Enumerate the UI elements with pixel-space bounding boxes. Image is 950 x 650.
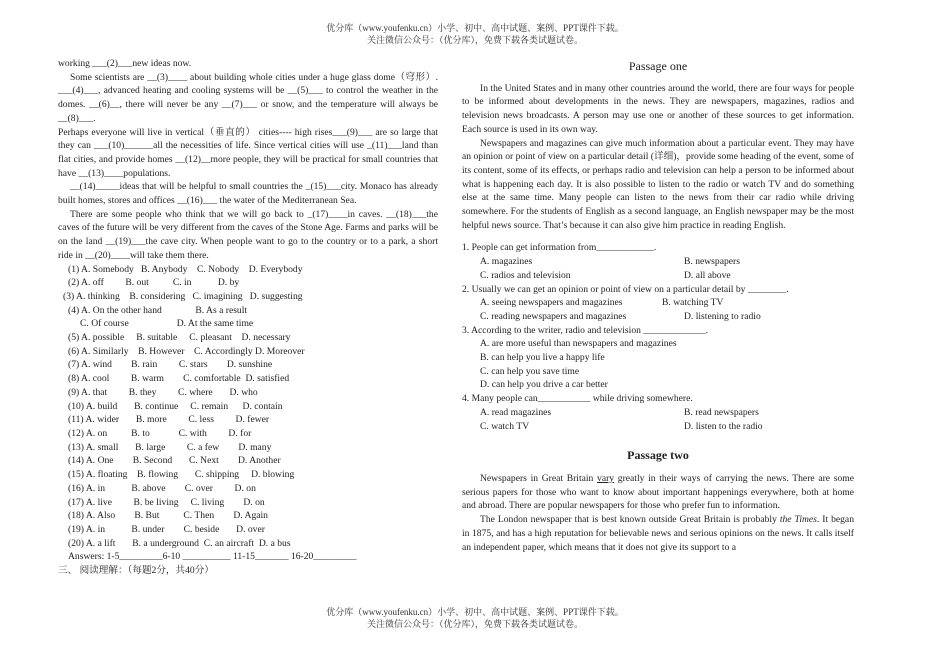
option-b: B. newspapers: [684, 256, 740, 268]
option-line: (17) A. live B. be living C. living D. on: [68, 496, 265, 508]
passage-one-paragraph: In the United States and in many other countries around the world, there are four ways for people to be informed about developments in the news. They are newspapers, magazines, radios and television news broadcasts. A person may use one or another of these sources to get information. Each source is used in its own way.: [462, 82, 854, 135]
text-run: greatly in their ways of carrying the news. There are some serious papers for those who want to know about important happenings everywhere, both at home and abroad. There are popular newspapers for those who prefer fun to information.: [462, 472, 854, 512]
passage-two-paragraph: [462, 513, 854, 554]
question-2: [462, 283, 854, 324]
option-line: (15) A. floating B. flowing C. shipping D. blowing: [68, 469, 295, 481]
question-stem: 2. Usually we can get an opinion or point of view on a particular detail by ________.: [462, 283, 789, 295]
answers-line: Answers: 1-5_________6-10 __________ 11-15_______ 16-20_________: [68, 551, 357, 563]
option-c: C. watch TV: [480, 420, 530, 432]
passage-one-title: Passage one: [628, 59, 688, 73]
left-column: [58, 57, 438, 578]
question-1: [462, 241, 854, 282]
option-line: (1) A. Somebody B. Anybody C. Nobody D. Everybody: [68, 263, 303, 275]
option-d: D. all above: [684, 269, 731, 281]
option-line: (11) A. wider B. more C. less D. fewer: [68, 414, 270, 426]
text-run: . It began in 1875, and has a high reputation for believable news and serious opinions on the news. It calls itself an independent paper, which means that it does not give its support to a: [462, 514, 854, 553]
italic-title: the Times: [779, 514, 817, 526]
question-stem: 3. According to the writer, radio and television _____________.: [462, 324, 709, 336]
option-b: B. watching TV: [662, 297, 724, 309]
cloze-paragraph: Perhaps everyone will live in vertical（垂直的） cities---- high rises___(9)___ are so large that they can ___(10)______all the necessities of life. Since vertical cities will use _(11)___land than flat cities, and provide homes __(12)__more people, they will be practical for small countries that have __(13)____populations.: [58, 126, 438, 179]
option-line: (5) A. possible B. suitable C. pleasant D. necessary: [68, 332, 291, 344]
option-line: (19) A. in B. under C. beside D. over: [68, 523, 265, 535]
section-3-heading: 三、 阅读理解：（每题2分，共40分）: [58, 565, 214, 577]
footer-line-2: 关注微信公众号：（优分库），免费下载各类试题试卷。: [366, 619, 583, 629]
passage-two-title: Passage two: [627, 448, 689, 463]
option-b: B. can help you live a happy life: [480, 352, 605, 364]
cloze-paragraph: working ___(2)___new ideas now.: [58, 58, 192, 69]
option-a: A. seeing newspapers and magazines: [480, 297, 623, 309]
option-line: (8) A. cool B. warm C. comfortable D. satisfied: [68, 373, 290, 385]
option-a: A. magazines: [480, 256, 533, 268]
page-header: [0, 22, 950, 46]
footer-line-1: 优分库（www.youfenku.cn）小学、初中、高中试题、案例、PPT课件下载。: [326, 607, 624, 617]
option-line: (10) A. build B. continue C. remain D. contain: [68, 400, 283, 412]
text-run: The London newspaper that is best known outside Great Britain is probably: [480, 514, 780, 526]
passage-two-paragraph: [462, 472, 854, 513]
cloze-paragraph: __(14)_____ideas that will be helpful to small countries the _(15)___city. Monaco has already built homes, stores and offices __(16)___ the water of the Mediterranean Sea.: [58, 181, 438, 207]
question-stem: 4. Many people can___________ while driving somewhere.: [462, 393, 693, 405]
option-c: C. radios and television: [480, 269, 571, 281]
option-line: C. Of course D. At the same time: [68, 318, 254, 330]
option-line: (20) A. a lift B. a underground C. an aircraft D. a bus: [68, 537, 291, 549]
option-line: (16) A. in B. above C. over D. on: [68, 482, 256, 494]
option-line: (18) A. Also B. But C. Then D. Again: [68, 510, 268, 522]
header-line-1: 优分库（www.youfenku.cn）小学、初中、高中试题、案例、PPT课件下载。: [326, 23, 624, 33]
option-a: A. are more useful than newspapers and magazines: [480, 338, 677, 350]
option-d: D. listen to the radio: [684, 420, 763, 432]
option-d: D. can help you drive a car better: [480, 379, 608, 391]
cloze-paragraph: There are some people who think that we will go back to _(17)____in caves. __(18)___the caves of the future will be very different from the caves of the Stone Age. Farms and parks will be on the land __(19)___the cave city. When people want to go to the country or to a park, a short ride in __(20)____will take them there.: [58, 208, 438, 261]
option-line: (13) A. small B. large C. a few D. many: [68, 441, 272, 453]
option-d: D. listening to radio: [684, 310, 761, 322]
option-line: (2) A. off B. out C. in D. by: [68, 277, 240, 289]
header-line-2: 关注微信公众号：（优分库），免费下载各类试题试卷。: [366, 35, 583, 45]
option-b: B. read newspapers: [684, 406, 759, 418]
page-footer: [0, 606, 950, 630]
question-stem: 1. People can get information from____________.: [462, 242, 657, 254]
option-line: (7) A. wind B. rain C. stars D. sunshine: [68, 359, 273, 371]
cloze-options: [58, 263, 438, 564]
cloze-paragraph: Some scientists are __(3)____ about building whole cities under a huge glass dome（穹形）. ___(4)___, advanced heating and cooling systems will be __(5)___ to control the weather in the domes. __(6)__, there will never be any __(7)___ or snow, and the temperature will always be __(8)___.: [58, 71, 438, 124]
underlined-word: vary: [597, 472, 615, 484]
option-line: (4) A. On the other hand B. As a result: [68, 304, 248, 316]
option-c: C. can help you save time: [480, 365, 580, 377]
option-line: (6) A. Similarly B. However C. Accordingly D. Moreover: [68, 345, 305, 357]
text-run: Newspapers in Great Britain: [480, 472, 598, 484]
option-c: C. reading newspapers and magazines: [480, 310, 627, 322]
option-a: A. read magazines: [480, 406, 552, 418]
option-line: (12) A. on B. to C. with D. for: [68, 427, 252, 439]
question-3: [462, 324, 854, 393]
option-line: (14) A. One B. Second C. Next D. Another: [68, 455, 281, 467]
option-line: (3) A. thinking B. considering C. imagining D. suggesting: [63, 290, 303, 302]
question-4: [462, 392, 854, 433]
right-column: [462, 60, 854, 554]
passage-one-paragraph: Newspapers and magazines can give much information about a particular event. They may have an opinion or point of view on a particular detail (详细)，provide some heading of the event, some of its content, some of its effects, or perhaps radio and television can help a person to be informed about what is happening each day. It is also possible to listen to the radio or watch TV and do something else at the same time. Many people can listen to the news from their car radio while driving somewhere. For the students of English as a second language, an English newspaper may be the most helpful news source. That’s because it can also give him practice in reading English.: [462, 137, 854, 231]
option-line: (9) A. that B. they C. where D. who: [68, 386, 258, 398]
